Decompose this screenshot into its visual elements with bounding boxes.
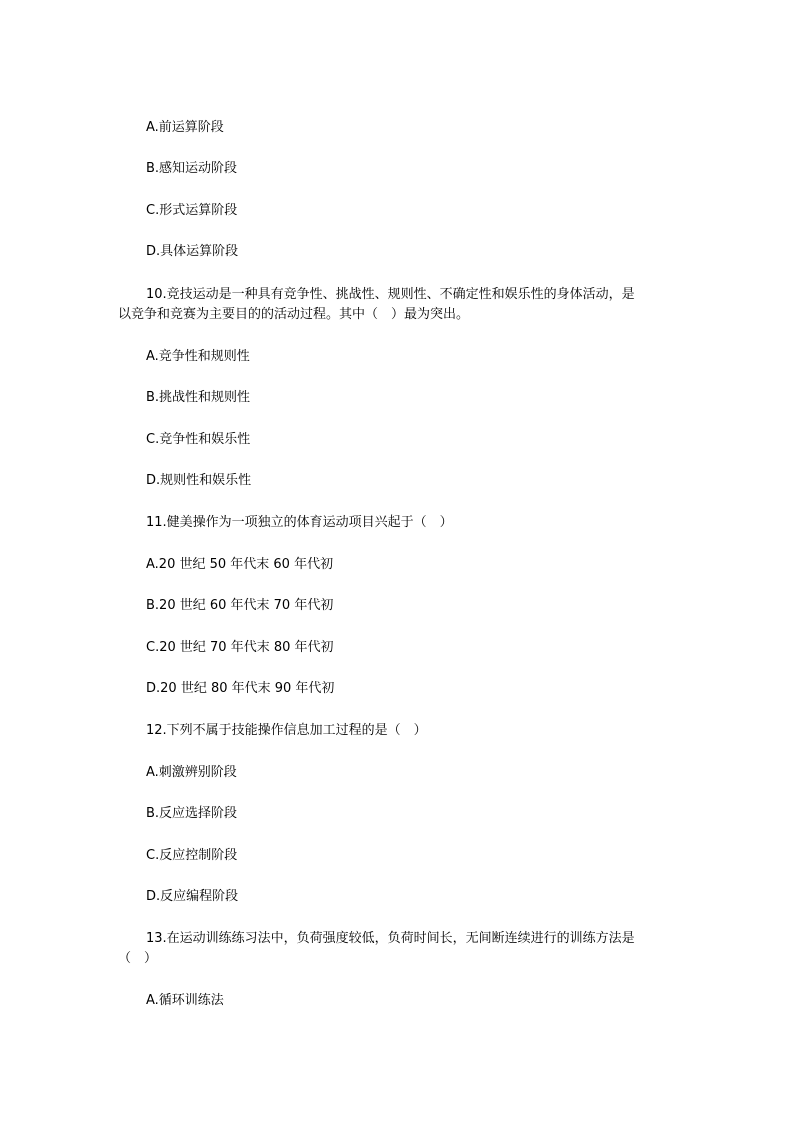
option-d-q9: D.具体运算阶段 [146, 244, 239, 259]
option-a-q13: A.循环训练法 [146, 993, 224, 1008]
question-13-continuation: （ ） [118, 951, 158, 966]
option-b-q11: B.20 世纪 60 年代末 70 年代初 [146, 598, 334, 613]
option-c-q11: C.20 世纪 70 年代末 80 年代初 [146, 640, 334, 655]
question-12: 12.下列不属于技能操作信息加工过程的是（ ） [146, 723, 427, 738]
option-c-q10: C.竞争性和娱乐性 [146, 432, 251, 447]
option-a-q12: A.刺激辨别阶段 [146, 765, 237, 780]
question-11: 11.健美操作为一项独立的体育运动项目兴起于（ ） [146, 515, 453, 530]
option-d-q12: D.反应编程阶段 [146, 889, 239, 904]
option-d-q10: D.规则性和娱乐性 [146, 473, 252, 488]
option-a-q11: A.20 世纪 50 年代末 60 年代初 [146, 557, 334, 572]
option-b-q10: B.挑战性和规则性 [146, 390, 251, 405]
option-a-q10: A.竞争性和规则性 [146, 349, 250, 364]
option-d-q11: D.20 世纪 80 年代末 90 年代初 [146, 681, 335, 696]
question-10: 10.竞技运动是一种具有竞争性、挑战性、规则性、不确定性和娱乐性的身体活动，是 [146, 287, 635, 302]
option-c-q9: C.形式运算阶段 [146, 203, 238, 218]
question-13: 13.在运动训练练习法中，负荷强度较低，负荷时间长，无间断连续进行的训练方法是 [146, 931, 635, 946]
option-b-q9: B.感知运动阶段 [146, 161, 238, 176]
option-c-q12: C.反应控制阶段 [146, 848, 238, 863]
option-a-q9: A.前运算阶段 [146, 120, 224, 135]
question-10-continuation: 以竞争和竞赛为主要目的的活动过程。其中（ ）最为突出。 [118, 307, 470, 322]
option-b-q12: B.反应选择阶段 [146, 806, 238, 821]
